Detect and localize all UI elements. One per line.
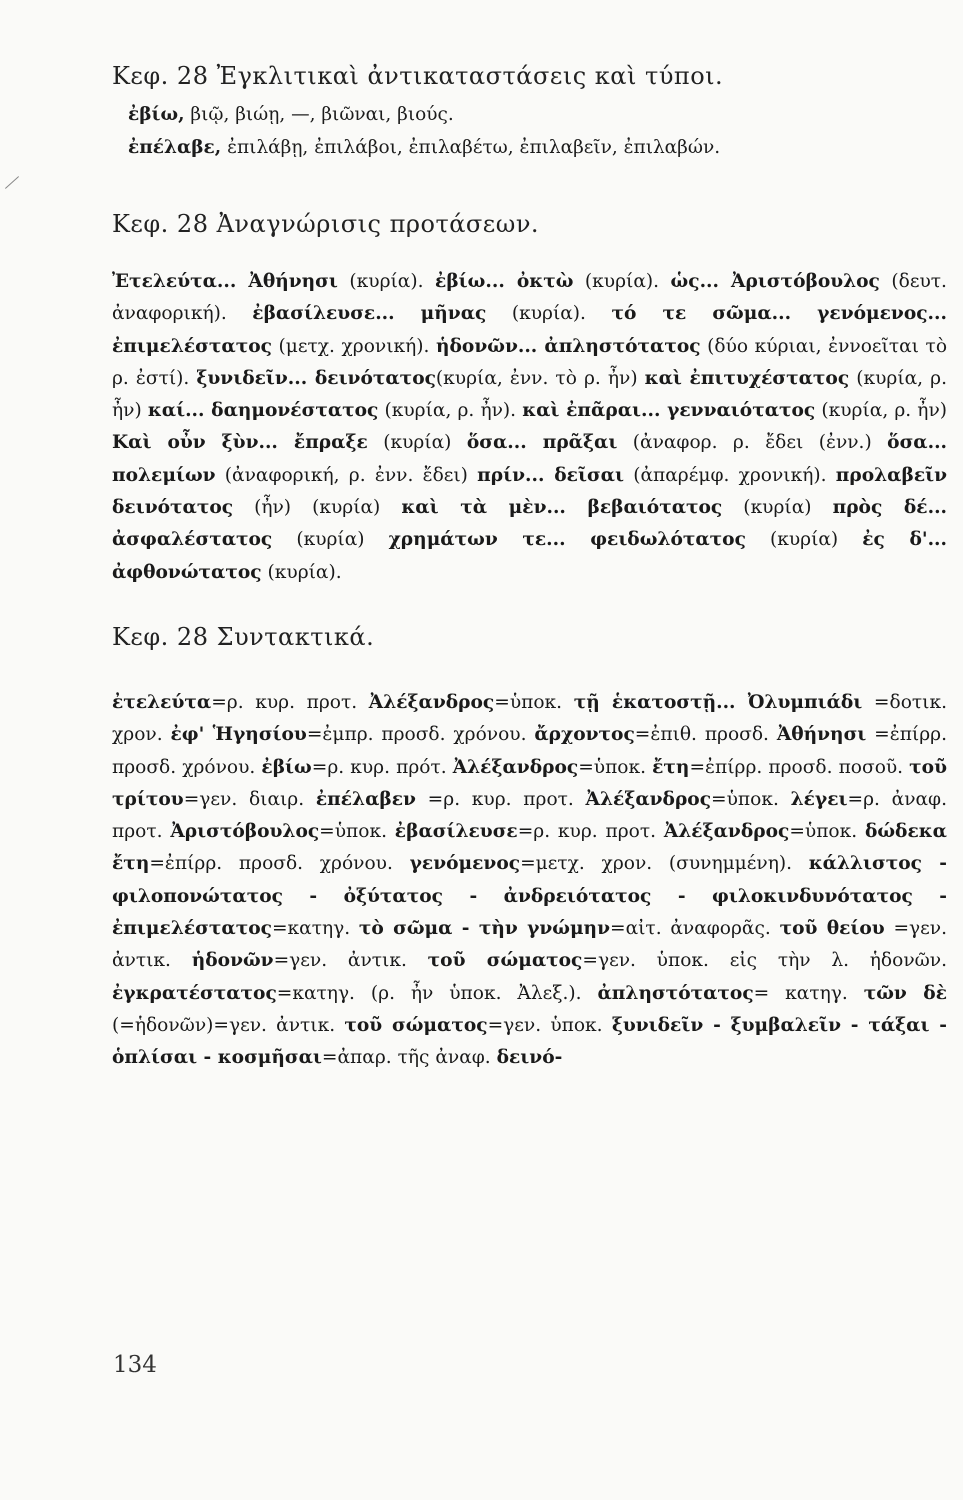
text-segment: =ρ. ἀναφ. προτ.	[112, 788, 947, 843]
text-segment: (κυρία)	[367, 432, 467, 454]
bold-segment: καὶ ἐπᾶραι... γενναιότατος	[522, 400, 816, 422]
text-segment: =μετχ. χρον. (συνημμένη).	[520, 853, 809, 875]
bold-segment: Καὶ οὖν ξὺν... ἔπραξε	[112, 432, 368, 454]
text-segment: =ὑποκ.	[578, 756, 653, 778]
text-segment: (ἦν) (κυρία)	[233, 497, 402, 519]
text-segment: =γεν. ἀντικ.	[112, 918, 947, 972]
text-segment: (κυρία, ἐνν. τὸ ρ. ἦν)	[435, 367, 645, 389]
bold-segment: τοῦ θείου	[779, 918, 885, 940]
text-segment: =κατηγ. (ρ. ἦν ὑποκ. Ἀλεξ.).	[276, 982, 598, 1004]
bold-segment: χρημάτων τε... φειδωλότατος	[388, 529, 746, 551]
verb-form-bold: ἐβίω,	[128, 104, 185, 125]
text-segment: (κυρία).	[486, 303, 612, 325]
text-segment: =ρ. κυρ. προτ.	[517, 821, 664, 843]
bold-segment: δώδεκα ἔτη	[112, 821, 947, 875]
text-segment: (κυρία, ρ. ἦν)	[112, 367, 948, 422]
bold-segment: ὅσα... πρᾶξαι	[466, 432, 618, 454]
bold-segment: ἐφ' Ἡγησίου	[170, 724, 307, 746]
text-segment: =γεν. ὑποκ. εἰς τὴν λ. ἡδονῶν.	[582, 950, 947, 972]
text-segment: (κυρία).	[573, 271, 671, 292]
text-segment: =ὑποκ.	[789, 821, 865, 843]
chapter-heading-syntax: Κεφ. 28 Συντακτικά.	[112, 622, 375, 651]
bold-segment: ἐβίω	[261, 756, 312, 778]
text-segment: (κυρία).	[261, 561, 342, 583]
bold-segment: καὶ ἐπιτυχέστατος	[644, 367, 850, 389]
bold-segment: ἐτελεύτα	[112, 691, 212, 713]
bold-segment: τοῦ σώματος	[344, 1014, 488, 1036]
bold-segment: Ἀλέξανδρος	[663, 821, 790, 843]
bold-segment: Ἀλέξανδρος	[452, 756, 579, 778]
bold-segment: κάλλιστος - φιλοπονώτατος - ὀξύτατος - ἀνδρειότατος - φιλοκινδυνότατος - ἐπιμελέστατος	[112, 853, 948, 940]
text-segment: =ἐμπρ. προσδ. χρόνου.	[306, 724, 535, 746]
text-segment: =κατηγ.	[271, 918, 359, 940]
bold-segment: ὡς... Ἀριστόβουλος	[670, 271, 880, 292]
bold-segment: ξυνιδεῖν... δεινότατος	[196, 367, 436, 389]
chapter-heading-analysis: Κεφ. 28 Ἀναγνώρισις προτάσεων.	[112, 210, 540, 238]
bold-segment: ἡδονῶν... ἀπληστότατος	[436, 335, 701, 357]
chapter-heading-forms: Κεφ. 28 Ἐγκλιτικαὶ ἀντικαταστάσεις καὶ τύποι.	[112, 62, 724, 90]
text-segment: = κατηγ.	[753, 982, 864, 1004]
bold-segment: πρίν... δεῖσαι	[477, 464, 624, 486]
page-number: 134	[113, 1352, 157, 1378]
text-segment: (κυρία, ρ. ἦν)	[815, 400, 948, 422]
bold-segment: Ἀλέξανδρος	[585, 788, 712, 810]
bold-segment: Ἀθήνησι	[776, 724, 867, 746]
bold-segment: ἐς δ'... ἀφθονώτατος	[112, 529, 947, 583]
text-segment: (ἀναφορ. ρ. ἔδει (ἐνν.)	[617, 432, 888, 454]
syntax-paragraph	[112, 687, 947, 1075]
bold-segment: τὸ σῶμα - τὴν γνώμην	[358, 918, 610, 940]
bold-segment: λέγει	[790, 788, 848, 810]
text-segment: =ὑποκ.	[494, 691, 574, 713]
text-segment: =ἐπίρρ. προσδ. χρόνου.	[112, 724, 947, 778]
bold-segment: ὅσα... πολεμίων	[112, 432, 948, 486]
text-segment: (μετχ. χρονική).	[271, 335, 437, 357]
clause-analysis-paragraph	[112, 266, 947, 589]
verb-forms-line-1	[128, 98, 947, 131]
bold-segment: ἡδονῶν	[191, 950, 274, 972]
verb-forms-list	[112, 98, 947, 164]
bold-segment: ἄρχοντος	[534, 724, 635, 746]
text-segment: =ὑποκ.	[319, 821, 395, 843]
bold-segment: καί... δαημονέστατος	[147, 400, 379, 422]
bold-segment: πρὸς δέ... ἀσφαλέστατος	[112, 497, 948, 551]
text-segment: =ἐπίρρ. προσδ. χρόνου.	[149, 853, 410, 875]
text-segment: =αἰτ. ἀναφορᾶς.	[609, 918, 780, 940]
bold-segment: προλαβεῖν δεινότατος	[112, 464, 948, 519]
text-segment: (κυρία).	[337, 271, 436, 292]
bold-segment: τοῦ τρίτου	[112, 756, 947, 810]
text-segment: =ρ. κυρ. προτ.	[211, 691, 369, 713]
text-segment: =ρ. κυρ. προτ.	[415, 788, 586, 810]
verb-form-rest: ἐπιλάβῃ, ἐπιλάβοι, ἐπιλαβέτω, ἐπιλαβεῖν, ἐπιλαβών.	[221, 137, 721, 158]
text-segment: (κυρία, ρ. ἦν).	[378, 400, 523, 422]
text-segment: (κυρία)	[745, 529, 863, 551]
text-segment: =γεν. ὑποκ.	[487, 1014, 612, 1036]
text-segment: =ὑποκ.	[711, 788, 791, 810]
text-segment: =γεν. διαιρ.	[183, 788, 316, 810]
page-content	[112, 62, 947, 1075]
text-segment: (δευτ. ἀναφορική).	[112, 271, 947, 325]
bold-segment: καὶ τὰ μὲν... βεβαιότατος	[401, 497, 723, 519]
bold-segment: τῶν δὲ	[863, 982, 948, 1004]
text-segment: (=ἡδονῶν)=γεν. ἀντικ.	[112, 1014, 345, 1036]
bold-segment: ἐγκρατέστατος	[112, 982, 277, 1004]
verb-forms-line-2	[128, 131, 947, 164]
bold-segment: Ἀλέξανδρος	[368, 691, 495, 713]
bold-segment: τῇ ἑκατοστῇ... Ὀλυμπιάδι	[573, 691, 863, 713]
text-segment: (δύο κύριαι, ἐννοεῖται τὸ ρ. ἐστί).	[112, 335, 948, 389]
text-segment: =δοτικ. χρον.	[112, 691, 948, 746]
verb-form-bold: ἐπέλαβε,	[128, 137, 222, 158]
text-segment: =γεν. ἀντικ.	[273, 950, 428, 972]
verb-form-rest: βιῷ, βιώῃ, —, βιῶναι, βιούς.	[184, 104, 454, 125]
bold-segment: ἔτη	[652, 756, 690, 778]
bold-segment: ἐβασίλευσε	[394, 821, 518, 843]
text-segment: (κυρία)	[722, 497, 833, 519]
text-segment: =ρ. κυρ. πρότ.	[311, 756, 453, 778]
text-segment: (ἀπαρέμφ. χρονική).	[623, 464, 836, 486]
bold-segment: τό τε σῶμα... γενόμενος... ἐπιμελέστατος	[112, 303, 947, 357]
text-segment: =ἐπιθ. προσδ.	[634, 724, 777, 746]
text-segment: =ἀπαρ. τῆς ἀναφ.	[321, 1047, 497, 1069]
bold-segment: ἀπληστότατος	[597, 982, 754, 1004]
bold-segment: γενόμενος	[409, 853, 521, 875]
bold-segment: ξυνιδεῖν - ξυμβαλεῖν - τάξαι - ὁπλίσαι - κοσμῆσαι	[112, 1014, 947, 1069]
bold-segment: ἐπέλαβεν	[315, 788, 416, 810]
bold-segment: Ἀριστόβουλος	[170, 821, 320, 843]
bold-segment: ἐβασίλευσε... μῆνας	[252, 303, 487, 325]
text-segment: (ἀναφορική, ρ. ἐνν. ἔδει)	[215, 464, 478, 486]
bold-segment: Ἐτελεύτα... Ἀθήνησι	[112, 271, 338, 292]
text-segment: =ἐπίρρ. προσδ. ποσοῦ.	[689, 756, 910, 778]
pen-mark	[5, 176, 19, 189]
text-segment: (κυρία)	[272, 529, 389, 551]
bold-segment: τοῦ σώματος	[427, 950, 583, 972]
bold-segment: ἐβίω... ὀκτὼ	[435, 271, 574, 292]
bold-segment: δεινό-	[496, 1047, 563, 1069]
